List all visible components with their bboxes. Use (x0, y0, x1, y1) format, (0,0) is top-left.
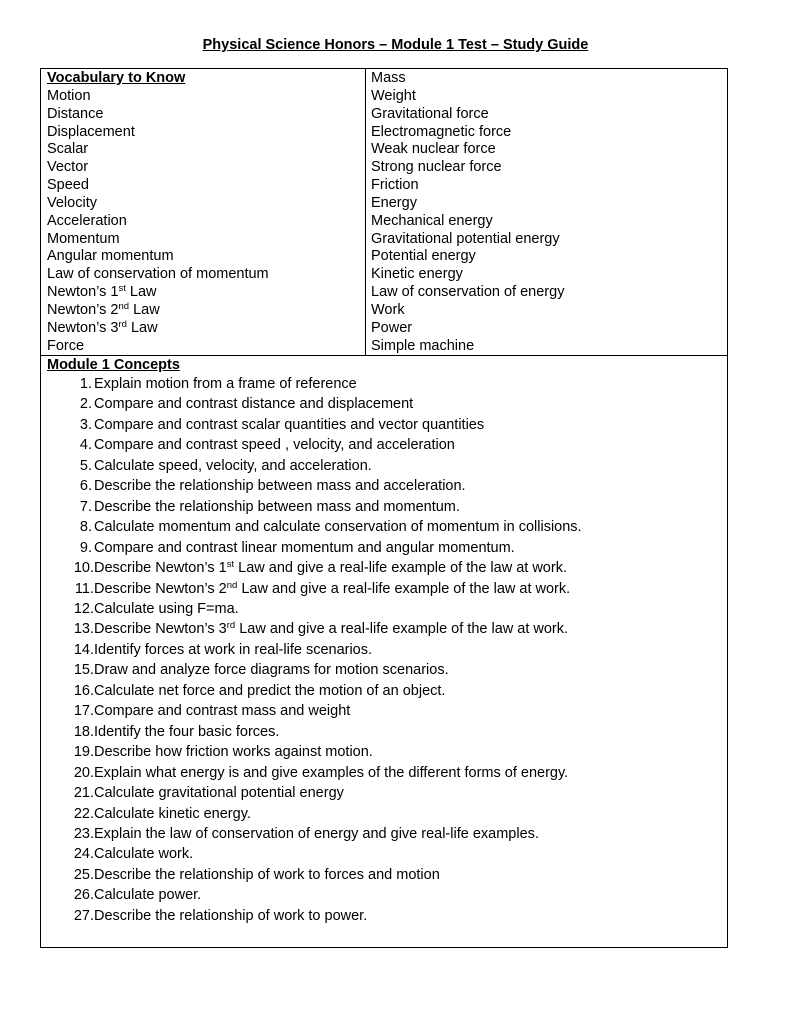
vocabulary-term (47, 231, 269, 249)
vocabulary-term (371, 320, 564, 338)
concept-item (41, 660, 582, 680)
text-segment: Calculate net force and predict the motion of an object. (94, 682, 446, 699)
text-segment: Law (126, 319, 158, 336)
text-segment: Law of conservation of momentum (47, 266, 269, 283)
concept-number: 2. (79, 396, 92, 413)
vocabulary-term (371, 266, 564, 284)
concept-number: 22. (73, 805, 94, 822)
vocabulary-term (47, 88, 269, 106)
vocabulary-term (47, 177, 269, 195)
text-segment: Displacement (47, 123, 135, 140)
text-segment: Electromagnetic force (371, 123, 512, 140)
concept-item (41, 476, 582, 496)
concept-number: 27. (73, 907, 94, 924)
text-segment: Strong nuclear force (371, 159, 502, 176)
text-segment: Simple machine (371, 337, 475, 354)
text-segment: Weak nuclear force (371, 141, 496, 158)
concept-number: 21. (73, 785, 94, 802)
concept-number: 26. (73, 887, 94, 904)
concept-item (41, 742, 582, 762)
text-segment: Describe how friction works against motion. (94, 744, 373, 761)
text-segment: Mass (371, 70, 406, 86)
text-segment: Force (47, 337, 85, 354)
ordinal-superscript: st (226, 559, 235, 571)
vocabulary-term (371, 124, 564, 142)
concept-number: 17. (73, 703, 94, 720)
concept-item (41, 640, 582, 660)
text-segment: Distance (47, 105, 104, 122)
text-segment: Draw and analyze force diagrams for motion scenarios. (94, 662, 449, 679)
concept-number: 7. (79, 498, 92, 515)
vocabulary-term (47, 106, 269, 124)
concept-item (41, 558, 582, 578)
text-segment: Describe Newton’s 1 (94, 560, 227, 577)
concept-item (41, 517, 582, 537)
text-segment: Newton’s 1 (47, 284, 119, 301)
text-segment: Work (371, 301, 405, 318)
concept-number: 20. (73, 764, 94, 781)
text-segment: Law of conservation of energy (371, 284, 565, 301)
text-segment: Mechanical energy (371, 212, 493, 229)
text-segment: Newton’s 3 (47, 319, 119, 336)
concepts-list (41, 374, 582, 926)
vocabulary-term (371, 195, 564, 213)
vocabulary-term (47, 195, 269, 213)
text-segment: Potential energy (371, 248, 476, 265)
text-segment: Calculate speed, velocity, and acceleration. (94, 457, 372, 474)
text-segment: Describe the relationship of work to power. (94, 907, 368, 924)
vocabulary-heading: Vocabulary to Know (47, 70, 186, 86)
concept-item (41, 722, 582, 742)
vocabulary-term (371, 302, 564, 320)
concept-number: 1. (79, 376, 92, 392)
text-segment: Motion (47, 87, 91, 104)
vocabulary-section (41, 69, 727, 356)
text-segment: Calculate kinetic energy. (94, 805, 251, 822)
vocabulary-term (371, 88, 564, 106)
document-title: Physical Science Honors – Module 1 Test – Study Guide (202, 37, 589, 53)
concept-item (41, 619, 582, 639)
vocabulary-term (47, 338, 269, 356)
concept-item (41, 906, 582, 926)
concept-item (41, 599, 582, 619)
concept-number: 12. (73, 600, 94, 617)
vocabulary-term (371, 177, 564, 195)
text-segment: Friction (371, 177, 419, 194)
vocabulary-term (47, 213, 269, 231)
vocabulary-term (371, 284, 564, 302)
concept-number: 4. (79, 437, 92, 454)
concept-number: 15. (73, 662, 94, 679)
text-segment: Weight (371, 87, 416, 104)
vocabulary-term (47, 266, 269, 284)
text-segment: Law and give a real-life example of the law at work. (237, 580, 571, 597)
vocabulary-term (371, 338, 564, 356)
vocabulary-left-column (47, 70, 269, 356)
text-segment: Gravitational force (371, 105, 489, 122)
concept-number: 9. (79, 539, 92, 556)
ordinal-superscript: st (118, 283, 126, 295)
concept-item (41, 885, 582, 905)
concept-number: 3. (79, 416, 92, 433)
concept-number: 14. (73, 641, 94, 658)
concept-item (41, 763, 582, 783)
concept-number: 16. (73, 682, 94, 699)
vocabulary-term (47, 302, 269, 320)
text-segment: Law and give a real-life example of the law at work. (235, 621, 569, 638)
text-segment: Scalar (47, 141, 89, 158)
text-segment: Explain the law of conservation of energy and give real-life examples. (94, 825, 539, 842)
vocabulary-term (371, 231, 564, 249)
text-segment: Law and give a real-life example of the law at work. (234, 560, 567, 577)
text-segment: Momentum (47, 230, 120, 247)
vocabulary-term (371, 141, 564, 159)
text-segment: Describe Newton’s 2 (94, 580, 227, 597)
concept-number: 19. (73, 744, 94, 761)
text-segment: Angular momentum (47, 248, 174, 265)
ordinal-superscript: rd (226, 620, 236, 632)
vocabulary-term (371, 159, 564, 177)
concept-item (41, 783, 582, 803)
concept-item (41, 415, 582, 435)
concepts-heading: Module 1 Concepts (47, 357, 180, 373)
text-segment: Compare and contrast scalar quantities and vector quantities (94, 416, 485, 433)
text-segment: Power (371, 319, 413, 336)
text-segment: Identify the four basic forces. (94, 723, 280, 740)
concept-item (41, 804, 582, 824)
text-segment: Law (129, 301, 160, 318)
concept-item (41, 374, 582, 394)
concept-number: 18. (73, 723, 94, 740)
concept-number: 24. (73, 846, 94, 863)
vocabulary-term (47, 141, 269, 159)
ordinal-superscript: nd (226, 579, 238, 591)
ordinal-superscript: nd (118, 300, 130, 312)
concept-item (41, 824, 582, 844)
text-segment: Acceleration (47, 212, 127, 229)
text-segment: Explain motion from a frame of reference (94, 376, 357, 392)
text-segment: Calculate work. (94, 846, 194, 863)
text-segment: Describe the relationship between mass and acceleration. (94, 478, 466, 495)
concept-number: 13. (73, 621, 94, 638)
vocabulary-term (371, 70, 564, 88)
concept-number: 5. (79, 457, 92, 474)
vocabulary-term (371, 106, 564, 124)
text-segment: Velocity (47, 194, 97, 211)
text-segment: Compare and contrast distance and displacement (94, 396, 414, 413)
vocabulary-term (47, 284, 269, 302)
text-segment: Newton’s 2 (47, 301, 119, 318)
concept-item (41, 456, 582, 476)
concept-item (41, 579, 582, 599)
vocabulary-right-column (371, 70, 564, 356)
text-segment: Compare and contrast linear momentum and angular momentum. (94, 539, 515, 556)
vocabulary-term (371, 213, 564, 231)
text-segment: Calculate gravitational potential energy (94, 785, 344, 802)
concept-item (41, 844, 582, 864)
text-segment: Describe the relationship of work to forces and motion (94, 866, 440, 883)
concept-item (41, 681, 582, 701)
concept-number: 23. (73, 825, 94, 842)
concept-number: 6. (79, 478, 92, 495)
text-segment: Calculate power. (94, 887, 202, 904)
text-segment: Describe Newton’s 3 (94, 621, 227, 638)
text-segment: Vector (47, 159, 89, 176)
vocabulary-term (47, 159, 269, 177)
concept-number: 25. (73, 866, 94, 883)
concept-number: 11. (74, 580, 94, 597)
text-segment: Calculate using F=ma. (94, 600, 239, 617)
column-divider (365, 69, 366, 355)
text-segment: Explain what energy is and give examples of the different forms of energy. (94, 764, 569, 781)
concept-item (41, 497, 582, 517)
concept-item (41, 435, 582, 455)
study-guide-table (40, 68, 728, 948)
ordinal-superscript: rd (118, 318, 127, 330)
text-segment: Energy (371, 194, 417, 211)
concept-item (41, 538, 582, 558)
vocabulary-term (47, 124, 269, 142)
text-segment: Gravitational potential energy (371, 230, 560, 247)
text-segment: Compare and contrast mass and weight (94, 703, 351, 720)
concept-item (41, 394, 582, 414)
concept-item (41, 865, 582, 885)
text-segment: Compare and contrast speed , velocity, and acceleration (94, 437, 455, 454)
text-segment: Law (125, 284, 157, 301)
text-segment: Describe the relationship between mass and momentum. (94, 498, 460, 515)
concept-item (41, 701, 582, 721)
vocabulary-term (47, 248, 269, 266)
concept-number: 8. (79, 519, 92, 536)
text-segment: Calculate momentum and calculate conservation of momentum in collisions. (94, 519, 582, 536)
text-segment: Kinetic energy (371, 266, 463, 283)
vocabulary-term (47, 320, 269, 338)
text-segment: Speed (47, 177, 89, 194)
concept-number: 10. (73, 560, 94, 577)
text-segment: Identify forces at work in real-life scenarios. (94, 641, 373, 658)
vocabulary-term (371, 248, 564, 266)
